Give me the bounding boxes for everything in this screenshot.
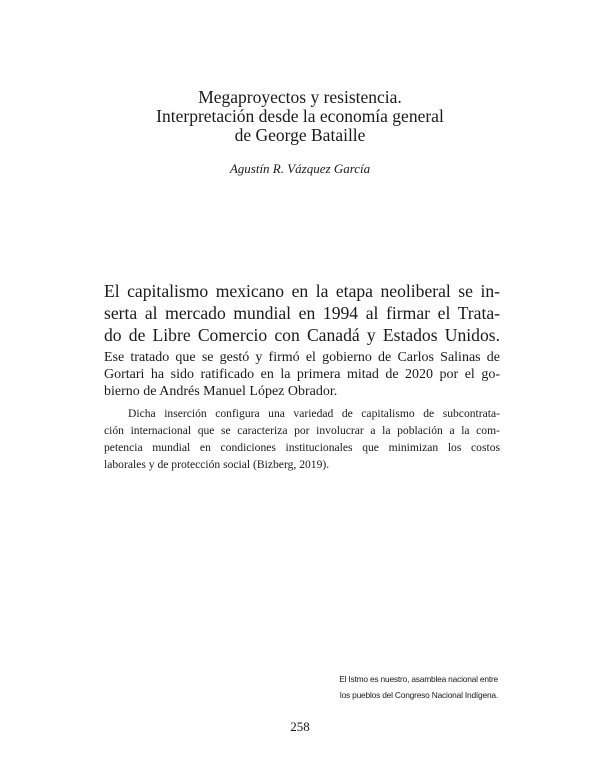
lead-line-3: do de Libre Comercio con Canadá y Estados Unidos. xyxy=(104,325,500,345)
paragraph2-line-1: Dicha inserción configura una variedad de capitalismo de subcontrata- xyxy=(128,407,500,420)
body-line-2: Gortari ha sido ratificado en la primera mitad de 2020 por el go- xyxy=(104,367,500,382)
paragraph2-line-4: laborales y de protección social (Bizberg, 2019). xyxy=(104,458,330,471)
body-line-1: Ese tratado que se gestó y firmó el gobierno de Carlos Salinas de xyxy=(104,350,500,365)
body-paragraph-2 xyxy=(104,405,500,473)
lead-line-1: El capitalismo mexicano en la etapa neoliberal se in- xyxy=(104,281,500,301)
body-line-3: bierno de Andrés Manuel López Obrador. xyxy=(104,384,338,399)
page-number: 258 xyxy=(290,719,310,734)
author-name: Agustín R. Vázquez García xyxy=(229,161,371,176)
paragraph2-line-3: petencia mundial en condiciones institucionales que minimizan los costos xyxy=(104,441,500,454)
body-paragraph-1 xyxy=(104,349,500,400)
title-line-2: Interpretación desde la economía general xyxy=(156,106,444,126)
title-line-3: de George Bataille xyxy=(234,125,366,145)
article-title xyxy=(0,88,600,145)
lead-paragraph xyxy=(104,280,500,346)
caption-line-2: los pueblos del Congreso Nacional Indígena. xyxy=(339,690,498,700)
lead-line-2: serta al mercado mundial en 1994 al firmar el Trata- xyxy=(104,303,500,323)
caption-line-1: El Istmo es nuestro, asamblea nacional entre xyxy=(339,674,498,684)
title-line-1: Megaproyectos y resistencia. xyxy=(198,87,402,107)
image-caption-note xyxy=(198,671,498,703)
paragraph2-line-2: ción internacional que se caracteriza por involucrar a la población a la com- xyxy=(104,424,500,437)
